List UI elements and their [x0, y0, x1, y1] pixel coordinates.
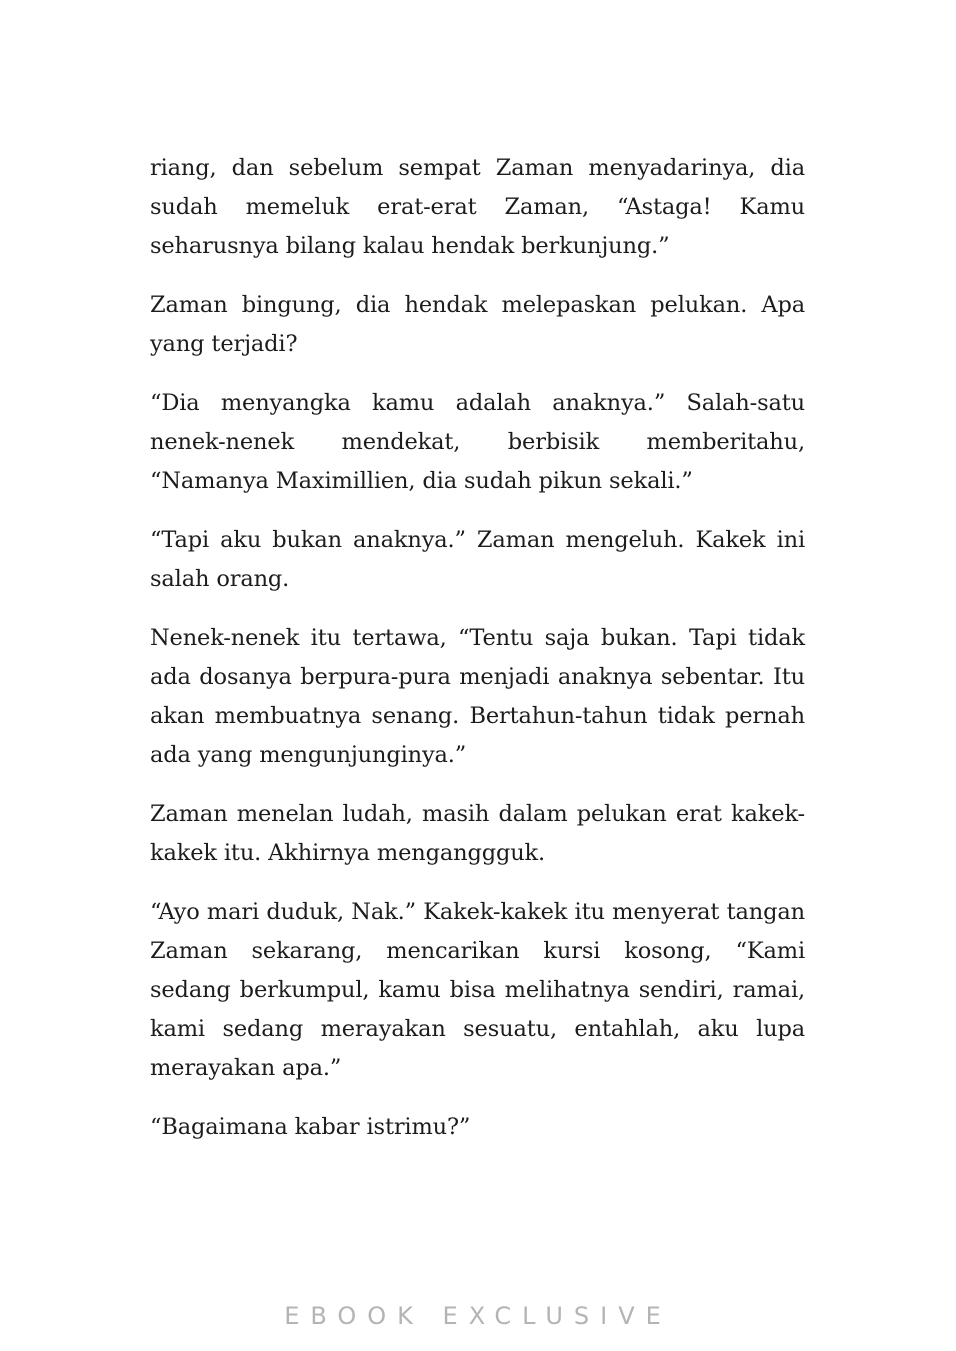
- paragraph-6: Zaman menelan ludah, masih dalam pelukan erat kakek-kakek itu. Akhirnya menganggguk.: [150, 801, 805, 866]
- footer-watermark: EBOOK EXCLUSIVE: [284, 1302, 672, 1330]
- paragraph-8: “Bagaimana kabar istrimu?”: [150, 1114, 471, 1140]
- paragraph-1: riang, dan sebelum sempat Zaman menyadarinya, dia sudah memeluk erat-erat Zaman, “Astaga! Kamu seharusnya bilang kalau hendak berkunjung.”: [150, 155, 805, 259]
- page-body: [150, 149, 805, 1167]
- paragraph-3: “Dia menyangka kamu adalah anaknya.” Salah-satu nenek-nenek mendekat, berbisik memberitahu, “Namanya Maximillien, dia sudah pikun sekali.”: [150, 390, 805, 494]
- paragraph-2: Zaman bingung, dia hendak melepaskan pelukan. Apa yang terjadi?: [150, 292, 805, 357]
- paragraph-4: “Tapi aku bukan anaknya.” Zaman mengeluh. Kakek ini salah orang.: [150, 527, 805, 592]
- paragraph-5: Nenek-nenek itu tertawa, “Tentu saja bukan. Tapi tidak ada dosanya berpura-pura menjadi anaknya sebentar. Itu akan membuatnya senang. Bertahun-tahun tidak pernah ada yang mengunjunginya.”: [150, 625, 805, 768]
- paragraph-7: “Ayo mari duduk, Nak.” Kakek-kakek itu menyerat tangan Zaman sekarang, mencarikan kursi kosong, “Kami sedang berkumpul, kamu bisa melihatnya sendiri, ramai, kami sedang merayakan sesuatu, entahlah, aku lupa merayakan apa.”: [150, 899, 805, 1081]
